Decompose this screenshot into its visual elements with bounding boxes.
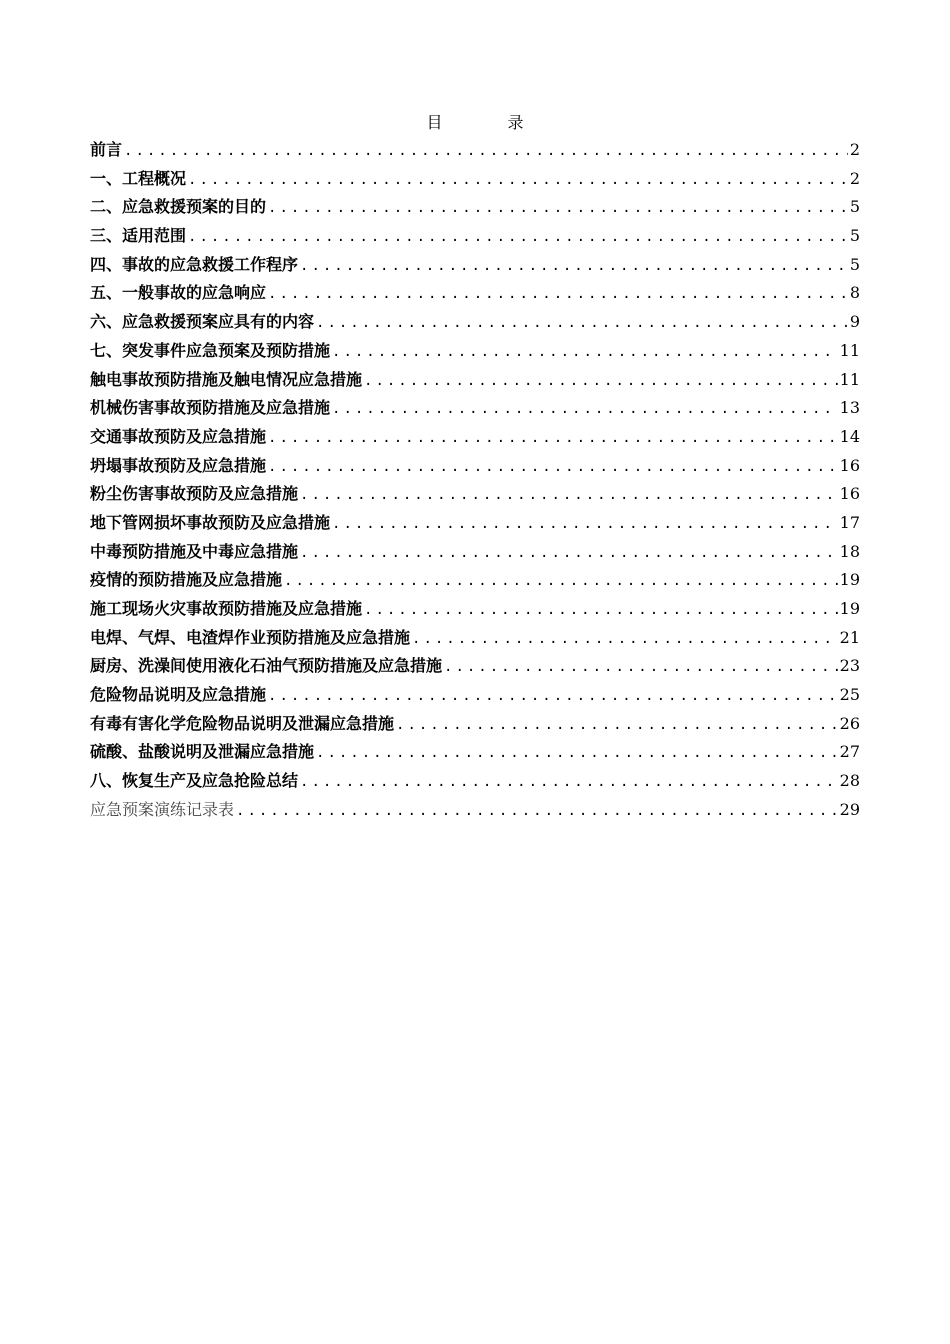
toc-entry[interactable] — [90, 509, 860, 538]
toc-entry[interactable] — [90, 222, 860, 251]
toc-entry-label: 电焊、气焊、电渣焊作业预防措施及应急措施 — [90, 627, 411, 647]
toc-leader — [300, 252, 848, 281]
toc-entry-label: 三、适用范围 — [90, 226, 187, 246]
toc-entry-label: 一、工程概况 — [90, 168, 187, 188]
toc-entry-page: 8 — [849, 283, 860, 303]
toc-leader — [332, 395, 838, 424]
toc-entry[interactable] — [90, 193, 860, 222]
toc-entry-label: 机械伤害事故预防措施及应急措施 — [90, 398, 331, 418]
toc-entry-label: 八、恢复生产及应急抢险总结 — [90, 771, 299, 791]
toc-entry[interactable] — [90, 337, 860, 366]
toc-entry-page: 5 — [849, 226, 860, 246]
toc-leader — [300, 768, 838, 797]
toc-entry-page: 2 — [849, 140, 860, 159]
toc-entry[interactable] — [90, 681, 860, 710]
toc-entry-page: 27 — [839, 742, 860, 762]
toc-entry-label: 触电事故预防措施及触电情况应急措施 — [90, 369, 363, 389]
toc-entry-page: 28 — [839, 771, 860, 791]
toc-leader — [364, 596, 838, 625]
toc-leader — [284, 567, 838, 596]
toc-entry-label: 地下管网损坏事故预防及应急措施 — [90, 512, 331, 532]
toc-entry[interactable] — [90, 566, 860, 595]
toc-entry[interactable] — [90, 796, 860, 825]
toc-entry[interactable] — [90, 308, 860, 337]
toc-entry-label: 疫情的预防措施及应急措施 — [90, 570, 283, 590]
toc-entry[interactable] — [90, 394, 860, 423]
toc-entry-label: 坍塌事故预防及应急措施 — [90, 455, 267, 475]
toc-leader — [412, 625, 838, 654]
toc-entry-page: 5 — [849, 197, 860, 217]
toc-entry-label: 施工现场火灾事故预防措施及应急措施 — [90, 599, 363, 618]
toc-entry[interactable] — [90, 366, 860, 395]
toc-leader — [236, 797, 838, 826]
toc-entry-page: 16 — [839, 484, 860, 504]
toc-entry-label: 五、一般事故的应急响应 — [90, 283, 267, 303]
toc-entry[interactable] — [90, 624, 860, 653]
toc-leader — [300, 481, 838, 510]
toc-leader — [332, 510, 838, 539]
toc-entry-page: 18 — [839, 541, 860, 561]
toc-entry-page: 14 — [839, 426, 860, 446]
toc-entry-page: 13 — [839, 398, 860, 418]
toc-entry-label: 硫酸、盐酸说明及泄漏应急措施 — [90, 742, 315, 762]
toc-leader — [268, 194, 848, 223]
toc-entry[interactable] — [90, 738, 860, 767]
toc-entry-label: 二、应急救援预案的目的 — [90, 197, 267, 217]
toc-leader — [268, 453, 838, 482]
toc-entry-label: 六、应急救援预案应具有的内容 — [90, 312, 315, 332]
toc-entry-page: 23 — [839, 656, 860, 676]
toc-leader — [124, 137, 848, 166]
toc-entry-page: 5 — [849, 254, 860, 274]
toc-leader — [316, 739, 838, 768]
toc-leader — [188, 166, 848, 195]
toc-entry-label: 四、事故的应急救援工作程序 — [90, 254, 299, 274]
toc-entry[interactable] — [90, 423, 860, 452]
toc-entry[interactable] — [90, 279, 860, 308]
toc-entry-page: 29 — [839, 799, 860, 819]
toc-entry-label: 粉尘伤害事故预防及应急措施 — [90, 484, 299, 504]
toc-entry-label: 厨房、洗澡间使用液化石油气预防措施及应急措施 — [90, 656, 443, 676]
toc-entry-page: 19 — [839, 570, 860, 590]
toc-entry-label: 交通事故预防及应急措施 — [90, 426, 267, 446]
toc-entry[interactable] — [90, 652, 860, 681]
toc-entry-page: 17 — [839, 512, 860, 532]
toc-entry-page: 26 — [839, 713, 860, 733]
toc-leader — [316, 309, 848, 338]
toc-list — [90, 136, 860, 825]
toc-leader — [444, 653, 838, 682]
toc-leader — [188, 223, 848, 252]
toc-entry-page: 9 — [849, 312, 860, 332]
toc-leader — [332, 338, 838, 367]
toc-entry[interactable] — [90, 710, 860, 739]
toc-leader — [268, 280, 848, 309]
toc-entry[interactable] — [90, 452, 860, 481]
toc-entry[interactable] — [90, 136, 860, 165]
toc-entry-page: 11 — [839, 340, 860, 360]
toc-entry[interactable] — [90, 251, 860, 280]
toc-entry-page: 21 — [839, 627, 860, 647]
toc-leader — [300, 539, 838, 568]
toc-entry-label: 七、突发事件应急预案及预防措施 — [90, 340, 331, 360]
toc-entry-page: 2 — [849, 168, 860, 188]
toc-entry-page: 16 — [839, 455, 860, 475]
toc-entry[interactable] — [90, 165, 860, 194]
toc-entry[interactable] — [90, 595, 860, 624]
toc-leader — [268, 682, 838, 711]
toc-entry-label: 有毒有害化学危险物品说明及泄漏应急措施 — [90, 713, 395, 733]
toc-entry-label: 危险物品说明及应急措施 — [90, 685, 267, 705]
toc-entry-page: 11 — [839, 369, 860, 389]
toc-leader — [268, 424, 838, 453]
toc-entry-page: 19 — [839, 599, 860, 618]
toc-entry[interactable] — [90, 767, 860, 796]
toc-leader — [364, 367, 838, 396]
toc-leader — [396, 711, 838, 740]
toc-entry[interactable] — [90, 538, 860, 567]
toc-entry-page: 25 — [839, 685, 860, 705]
toc-entry-label: 中毒预防措施及中毒应急措施 — [90, 541, 299, 561]
toc-entry-label: 应急预案演练记录表 — [90, 799, 235, 819]
toc-entry-label: 前言 — [90, 140, 123, 159]
toc-title: 目 录 — [426, 113, 554, 132]
toc-entry[interactable] — [90, 480, 860, 509]
